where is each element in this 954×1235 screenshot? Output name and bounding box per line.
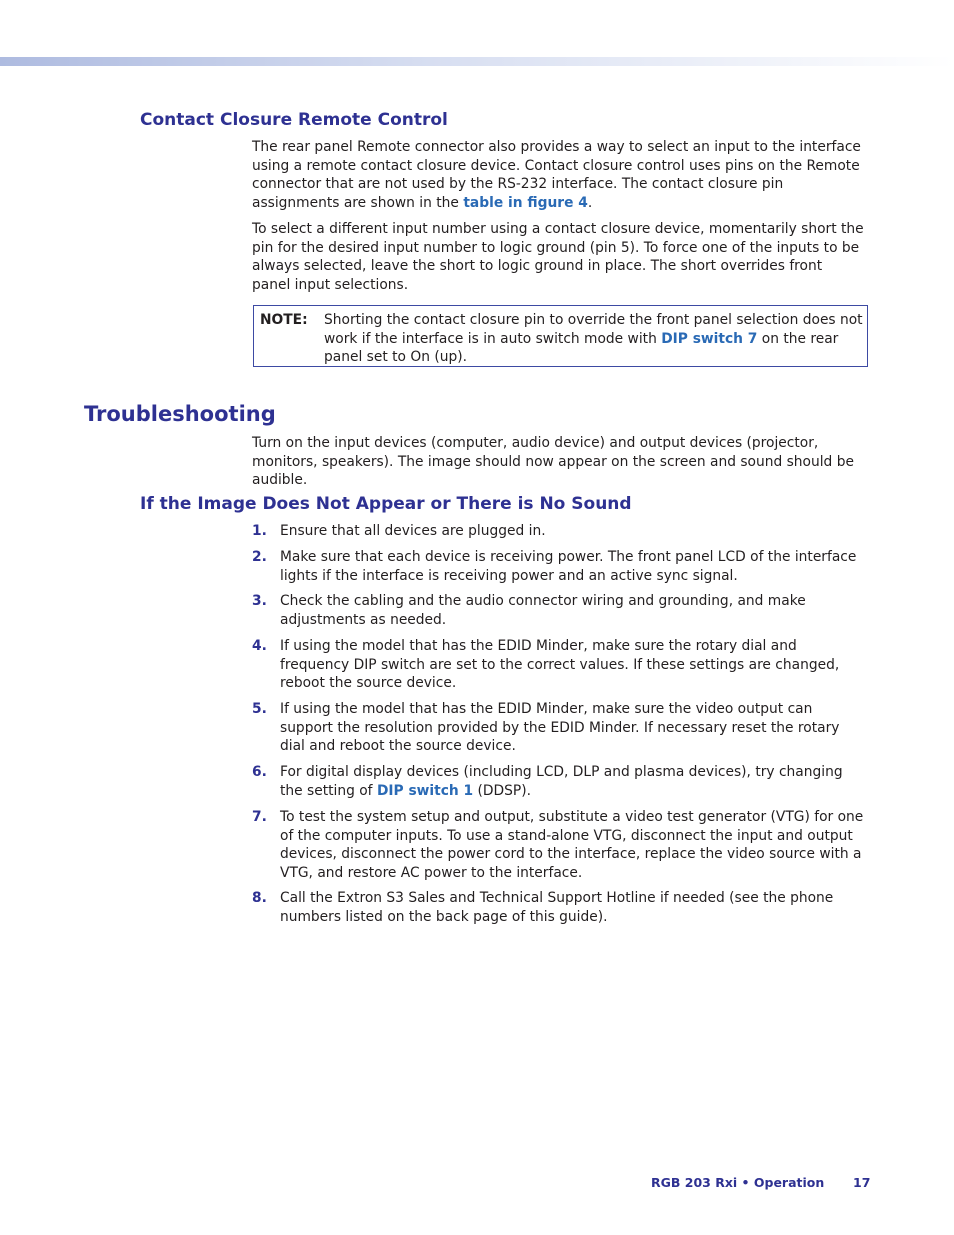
step-number: 5.: [252, 701, 267, 717]
note-label: NOTE:: [260, 312, 308, 328]
step-text-start: For digital display devices (including LCD, DLP and plasma devices), try changing the setting of: [280, 764, 843, 799]
step-text: Ensure that all devices are plugged in.: [280, 523, 546, 539]
list-item: [252, 889, 864, 926]
paragraph-text-end: .: [587, 195, 593, 212]
note-text-start: Shorting the contact closure pin to override the front panel selection does not work if the interface is in auto switch mode with: [324, 312, 863, 347]
step-number: 1.: [252, 523, 267, 539]
step-text: If using the model that has the EDID Minder, make sure the rotary dial and frequency DIP switch are set to the correct values. If these settings are changed, reboot the source device.: [280, 638, 840, 692]
step-text: [280, 763, 864, 800]
step-number: 4.: [252, 638, 267, 654]
dip-switch-7-link[interactable]: DIP switch 7: [661, 330, 758, 347]
step-number: 2.: [252, 549, 267, 565]
list-item: [252, 700, 864, 756]
note-text: [324, 311, 864, 367]
paragraph-contact-closure-intro: [252, 138, 864, 213]
paragraph-troubleshooting-intro: Turn on the input devices (computer, audio device) and output devices (projector, monitors, speakers). The image should now appear on the screen and sound should be audible.: [252, 435, 854, 489]
list-item: [252, 522, 864, 541]
header-bar: [0, 57, 954, 66]
list-item: [252, 808, 864, 883]
paragraph-contact-closure-select: To select a different input number using a contact closure device, momentarily short the pin for the desired input number to logic ground (pin 5). To force one of the inputs to be always selected, leave the short to logic ground in place. The short overrides front panel input selections.: [252, 221, 864, 294]
step-text: Make sure that each device is receiving power. The front panel LCD of the interface lights if the interface is receiving power and an active sync signal.: [280, 549, 857, 584]
paragraph-text: The rear panel Remote connector also provides a way to select an input to the interface using a remote contact closure device. Contact closure control uses pins on the Remote connector that are not used by the RS-232 interface. The contact closure pin assignments are shown in the: [252, 139, 861, 212]
step-text-end: (DDSP).: [473, 782, 531, 799]
list-item: [252, 763, 864, 800]
note-text-end: on the rear panel set to On (up).: [324, 330, 839, 366]
dip-switch-1-link[interactable]: DIP switch 1: [376, 782, 474, 799]
section-heading-contact-closure: Contact Closure Remote Control: [140, 110, 448, 130]
page-number: 17: [853, 1175, 871, 1190]
step-text: Check the cabling and the audio connector wiring and grounding, and make adjustments as needed.: [280, 593, 806, 628]
list-item: [252, 592, 864, 629]
subheading-no-image-no-sound: If the Image Does Not Appear or There is No Sound: [140, 494, 632, 514]
step-number: 7.: [252, 809, 267, 825]
step-number: 6.: [252, 764, 267, 780]
list-item: [252, 637, 864, 693]
section-heading-troubleshooting: Troubleshooting: [84, 402, 276, 426]
note-box: [253, 305, 868, 367]
step-text: Call the Extron S3 Sales and Technical Support Hotline if needed (see the phone numbers listed on the back page of this guide).: [280, 890, 834, 925]
list-item: [252, 548, 864, 585]
step-text: To test the system setup and output, substitute a video test generator (VTG) for one of the computer inputs. To use a stand-alone VTG, disconnect the input and output devices, disconnect the power cord to the interface, replace the video source with a VTG, and restore AC power to the interface.: [280, 809, 864, 882]
step-number: 8.: [252, 890, 267, 906]
step-text: If using the model that has the EDID Minder, make sure the video output can support the resolution provided by the EDID Minder. If necessary reset the rotary dial and reboot the source device.: [280, 701, 840, 755]
footer-title: RGB 203 Rxi • Operation: [651, 1175, 825, 1190]
step-number: 3.: [252, 593, 267, 609]
table-figure-4-link[interactable]: table in figure 4: [463, 195, 588, 212]
